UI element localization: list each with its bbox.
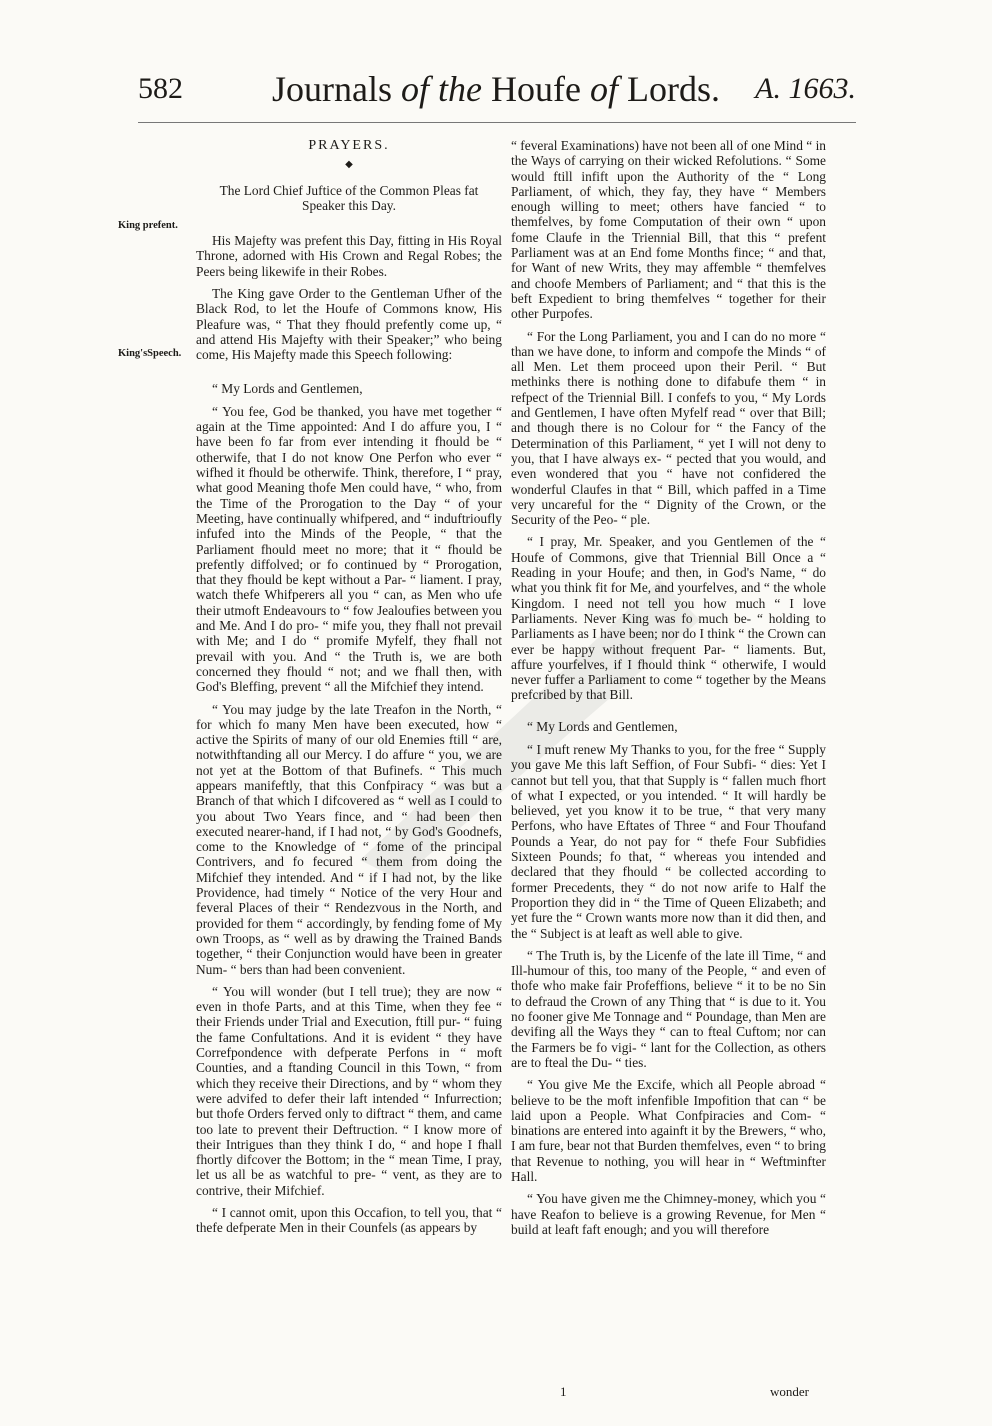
margin-note-kings-speech: King'sSpeech.: [118, 348, 182, 359]
paragraph: “ You give Me the Excife, which all People abroad “ believe to be the moft infenfible Impofition that can “ be laid upon a People. What Confpiracies and Com- “ binations are entered into againft it by the Brewers, “ who, I am fure, bear not that Burden themfelves, even “ to bring that Revenue to nothing, you will hear in “ Weftminfter Hall.: [511, 1077, 826, 1184]
salutation: “ My Lords and Gentlemen,: [527, 718, 678, 734]
speaker-note: The Lord Chief Juftice of the Common Pleas fat Speaker this Day.: [219, 182, 479, 213]
paragraph: “ You may judge by the late Treafon in the North, “ for which fo many Men have been executed, how “ active the Spirits of many of our old Enemies ftill “ are, notwithftanding all our Mercy. I do affure “ you, we are not yet at the Bottom of that Bufinefs. “ This much appears manifeftly, that this Confpiracy “ was but a Branch of that which I difcovered as “ well as I could to you about Two Years fince, and “ had been then executed nearer-hand, if I had not, “ by God's Goodnefs, come to the Knowledge of “ fome of the principal Contrivers, and fo fecured “ them from doing the Mifchief they intended. And “ if I had not, by the like Providence, had timely “ Notice of the very Hour and feveral Places of their “ Rendezvous in the North, and provided for them “ accordingly, by fending fome of My own Troops, as “ well as by drawing the Trained Bands together, “ their Conjunction would have been in greater Num- “ bers than had been convenient.: [196, 701, 502, 977]
paragraph: His Majefty was prefent this Day, fitting in His Royal Throne, adorned with His Crown and Regal Robes; the Peers being likewife in their Robes.: [196, 233, 502, 279]
catchword: wonder: [770, 1384, 809, 1399]
header-rule: [138, 122, 856, 123]
section-heading: PRAYERS.: [308, 138, 390, 153]
salutation: “ My Lords and Gentlemen,: [212, 380, 363, 396]
left-column: [196, 138, 502, 1243]
margin-note-king-present: King prefent.: [118, 220, 178, 231]
running-title-part: Houfe: [482, 69, 590, 109]
paragraph: “ I pray, Mr. Speaker, and you Gentlemen of the “ Houfe of Commons, give that Triennial Bill Once a “ Reading in your Houfe; and then, in God's Name, “ do what you think fit for Me, and yourfelves, and “ the whole Kingdom. I need not tell you how much “ I love Parliaments. Never King was fo much be- “ holding to Parliaments as I have been; nor do I think “ the Crown can ever be happy without frequent Par- “ liaments. But, affure yourfelves, if I fhould think “ otherwife, I would never fuffer a Parliament to come “ together by the Means prefcribed by that Bill.: [511, 534, 826, 703]
paragraph: “ For the Long Parliament, you and I can do no more “ than we have done, to inform and compofe the Minds “ of all Men. Let them proceed upon their Peril. “ But methinks there is nothing done to difabufe them “ in refpect of the Triennial Bill. I confefs to you, “ My Lords and Gentlemen, I have often Myfelf read “ over that Bill; and though there is no Colour for “ the Fancy of the Determination of this Parliament, “ yet I will not deny to you, that I have always ex- “ pected that you would, and even wondered that you “ have not confidered the wonderful Claufes in that “ Bill, which paffed in a Time very uncareful for the “ Dignity of the Crown, or the Security of the Peo- “ ple.: [511, 328, 826, 528]
running-title-part: the: [429, 69, 482, 109]
right-column: [511, 138, 826, 1244]
running-title-part: of: [589, 69, 618, 109]
page-number: 582: [138, 72, 183, 105]
paragraph: “ I muft renew My Thanks to you, for the free “ Supply you gave Me this laft Seffion, of Four Subfi- “ dies: Yet I cannot but tell you, that that Supply is “ fallen much fhort of what I expected, or you intended. “ It will hardly be believed, yet you know it to be true, “ that very many Perfons, who have Eftates of Three “ and Four Thoufand Pounds a Year, do not pay for “ thefe Four Subfidies Sixteen Pounds; fo that, “ whereas you intended and declared that they fhould “ be collected according to former Precedents, they “ do not now arife to Half the Proportion they did in “ the Time of Queen Elizabeth; and yet fure the “ Crown wants more now than it did then, and the “ Subject is at leaft as well able to give.: [511, 741, 826, 941]
paragraph: “ I cannot omit, upon this Occafion, to tell you, that “ thefe defperate Men in their Counfels (as appears by: [196, 1205, 502, 1236]
paragraph: “ feveral Examinations) have not been all of one Mind “ in the Ways of carrying on their wicked Refolutions. “ Some would ftill infift upon the Authority of the “ Long Parliament, of which, they fay, they have “ Members enough willing to meet; others have fancied “ to themfelves, by fome Computation of their own “ upon fome Claufe in the Triennial Bill, that this “ prefent Parliament was at an End fome Months fince; “ and that, for Want of new Writs, they may affemble “ themfelves and choofe Members of Parliament; and “ that this is the beft Expedient to bring themfelves “ together for their other Purpofes.: [511, 138, 826, 322]
paragraph: The King gave Order to the Gentleman Ufher of the Black Rod, to let the Houfe of Commons know, His Pleafure was, “ That they fhould prefently come up, “ and attend His Majefty with their Speaker;” who being come, His Majefty made this Speech following:: [196, 286, 502, 363]
page-header: [0, 64, 992, 124]
paragraph: “ You have given me the Chimney-money, which you “ have Reafon to believe is a growing Revenue, for Men “ build at leaft faft enough; and you will therefore: [511, 1191, 826, 1237]
paragraph: “ You will wonder (but I tell true); they are now “ even in thofe Parts, and at this Time, when they fee “ their Friends under Trial and Execution, ftill pur- “ fuing the fame Confultations. And it is evident “ they have Correfpondence with defperate Perfons in “ moft Counties, and a ftanding Council in this Town, “ from which they receive their Directions, and by “ whom they were advifed to defer their laft intended “ Infurrection; but thofe Orders ferved only to diftract “ them, and came too late to prevent their Deftruction. “ I know more of their Intrigues than they think I do, “ and hope I fhall fhortly difcover the Bottom; in the “ mean Time, I pray, let us all be as watchful to pre- “ vent, as they are to contrive, their Mifchief.: [196, 983, 502, 1198]
ornament-icon: ◆: [345, 159, 353, 171]
paragraph: “ You fee, God be thanked, you have met together “ again at the Time appointed: And I do affure you, I “ have been fo far from ever intending it fhould be “ otherwife, that I do not know One Perfon who ever “ wifhed it fhould be otherwife. Think, therefore, I “ pray, what good Meaning thofe Men could have, “ who, from the Time of the Prorogation to the Day “ of your Meeting, have continually whifpered, and “ induftrioufly infufed into the Minds of the People, “ that the Parliament fhould meet no more; that it “ fhould be prefently diffolved; or fo continued by “ Prorogation, that they fhould be kept without a Par- “ liament. I pray, watch thefe Whifperers all you “ can, as Men who ufe their utmoft Endeavours to “ fow Jealoufies between you and Me. And I do pro- “ mife you, they fhall not prevail with Me; and I do “ promife Myfelf, they fhall not prevail with you. And “ the Truth is, we are both concerned they fhould “ not; and we fhall then, with God's Bleffing, prevent “ all the Mifchief they intend.: [196, 403, 502, 695]
paragraph: “ The Truth is, by the Licenfe of the late ill Time, “ and Ill-humour of this, too many of the People, “ and even of thofe who make fair Profeffions, believe “ it to be no Sin to defraud the Crown of any Thing that “ is due to it. You no fooner give Me Tonnage and “ Poundage, than Men are devifing all the Ways they “ can to fteal Cuftom; nor can the Farmers be fo vigi- “ lant for the Collection, as others are to fteal the Du- “ ties.: [511, 947, 826, 1070]
running-title-part: Journals: [272, 69, 401, 109]
year-label: A. 1663.: [755, 72, 856, 105]
running-title-part: of: [401, 69, 430, 109]
running-title-part: Lords.: [617, 69, 720, 109]
signature-mark: 1: [560, 1384, 567, 1399]
